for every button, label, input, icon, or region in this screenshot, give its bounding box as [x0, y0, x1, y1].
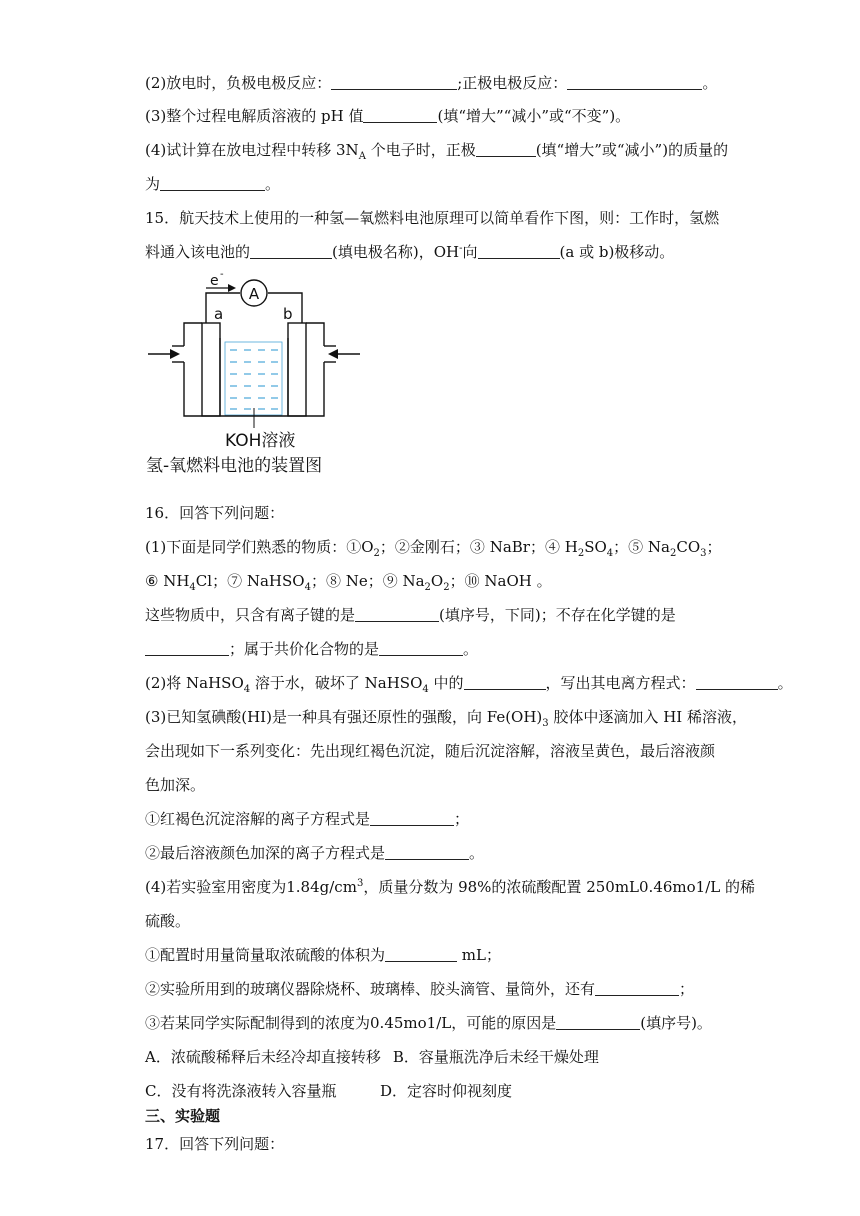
- answer-blank[interactable]: [595, 980, 679, 996]
- electron-sup: -: [220, 269, 224, 280]
- q14-part4-cont: 为 。: [145, 175, 281, 193]
- figure-caption: 氢-氧燃料电池的装置图: [146, 456, 323, 476]
- option-b[interactable]: B．容量瓶洗净后未经干燥处理: [392, 1048, 599, 1066]
- option-row-ab: [145, 1047, 599, 1067]
- electrode-a-label: a: [214, 305, 224, 323]
- answer-blank[interactable]: [370, 810, 454, 826]
- q16-part1-question: 这些物质中，只含有离子键的是 (填序号，下同)；不存在化学键的是: [145, 606, 676, 624]
- answer-blank[interactable]: [385, 844, 469, 860]
- q16-part4-sub2: ②实验所用到的玻璃仪器除烧杯、玻璃棒、胶头滴管、量筒外，还有 ；: [145, 980, 695, 998]
- ammeter-label: A: [248, 285, 260, 303]
- q14-part2: (2)放电时，负极电极反应： ;正极电极反应： 。: [145, 74, 718, 92]
- electrode-b-label: b: [283, 305, 293, 323]
- answer-blank[interactable]: [145, 640, 229, 656]
- q16-part3-cont2: 色加深。: [145, 776, 206, 794]
- answer-blank[interactable]: [478, 243, 560, 259]
- q16-part3-sub1: ①红褐色沉淀溶解的离子方程式是 ；: [145, 810, 470, 828]
- q16-part4-sub1: ①配置时用量筒量取浓硫酸的体积为 mL；: [145, 946, 501, 964]
- q16-part4: (4)若实验室用密度为$1.84g/cm^3$，质量分数为 98%的浓硫酸配置 250mL0.46mo1/L 的稀: [145, 878, 755, 896]
- option-d[interactable]: D．定容时仰视刻度: [380, 1082, 513, 1100]
- q14-part3: (3)整个过程电解质溶液的 pH 值 (填“增大”“减小”或“不变”)。: [145, 107, 631, 125]
- q16-part4-cont: 硫酸。: [145, 912, 191, 930]
- answer-blank[interactable]: [567, 74, 702, 90]
- q16-part1: (1)下面是同学们熟悉的物质：$①O_2$；②金刚石；③ NaBr；④ $H_2SO_4$；⑤ $Na_2CO_3$；: [145, 538, 722, 559]
- electron-label: e: [210, 273, 219, 289]
- q16-part1-substances: ⑥ $NH_4Cl$；⑦ NaHSO$_4$；⑧ Ne；⑨ $Na_2O_2$；⑩ NaOH 。: [145, 572, 552, 593]
- q16-part4-sub3: ③若某同学实际配制得到的浓度为0.45mo1/L，可能的原因是 (填序号)。: [145, 1014, 712, 1032]
- electron-arrow-head: [228, 284, 236, 292]
- q17-stem: 17．回答下列问题：: [145, 1135, 285, 1153]
- answer-blank[interactable]: [379, 640, 463, 656]
- q15-stem-cont: 料通入该电池的 (填电极名称)，OH-向 (a 或 b)极移动。: [145, 243, 675, 261]
- electrode-a: [202, 323, 220, 416]
- answer-blank[interactable]: [385, 946, 457, 962]
- q14-part4: (4)试计算在放电过程中转移 $3N_A$ 个电子时，正极 (填“增大”或“减小”)的质量的: [145, 141, 729, 162]
- answer-blank[interactable]: [464, 674, 546, 690]
- solution-label: KOH溶液: [225, 431, 296, 451]
- q16-part2: (2)将 NaHSO$_4$ 溶于水，破坏了 NaHSO$_4$ 中的 ，写出其电离方程式： 。: [145, 674, 793, 695]
- q15-stem: 15．航天技术上使用的一种氢—氧燃料电池原理可以简单看作下图，则：工作时，氢燃: [145, 209, 720, 227]
- answer-blank[interactable]: [331, 74, 457, 90]
- electrode-b: [288, 323, 306, 416]
- q16-part3-sub2: ②最后溶液颜色加深的离子方程式是 。: [145, 844, 485, 862]
- option-row-cd: [145, 1081, 512, 1101]
- section-heading: 三、实验题: [145, 1107, 221, 1125]
- option-c[interactable]: C．没有将洗涤液转入容量瓶: [145, 1082, 337, 1100]
- answer-blank[interactable]: [355, 606, 439, 622]
- answer-blank[interactable]: [696, 674, 778, 690]
- answer-blank[interactable]: [363, 107, 437, 123]
- q16-stem: 16．回答下列问题：: [145, 504, 285, 522]
- fuel-cell-diagram: [140, 268, 380, 483]
- q16-part3: (3)已知氢碘酸(HI)是一种具有强还原性的强酸，向 $Fe(OH)_3$ 胶体中逐滴加入 HI 稀溶液，: [145, 708, 747, 729]
- koh-solution: [225, 342, 282, 415]
- answer-blank[interactable]: [250, 243, 332, 259]
- option-a[interactable]: A．浓硫酸稀释后未经冷却直接转移: [145, 1048, 381, 1066]
- q16-part1-question-cont: ；属于共价化合物的是 。: [145, 639, 478, 659]
- answer-blank[interactable]: [476, 141, 536, 157]
- answer-blank[interactable]: [556, 1014, 640, 1030]
- q16-part3-cont: 会出现如下一系列变化：先出现红褐色沉淀，随后沉淀溶解，溶液呈黄色，最后溶液颜: [145, 742, 716, 760]
- answer-blank[interactable]: [160, 175, 265, 191]
